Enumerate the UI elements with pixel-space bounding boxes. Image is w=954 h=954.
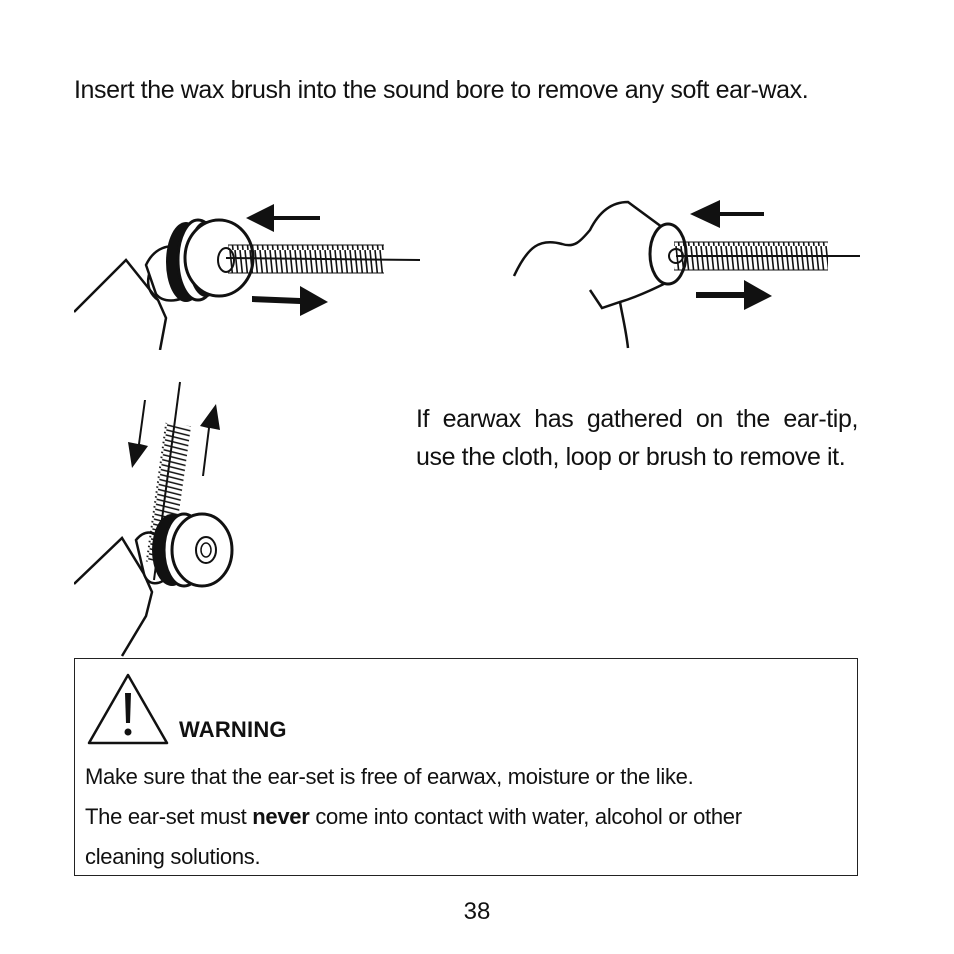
- warning-triangle-icon: [85, 671, 171, 747]
- earset-brush-illustration: [74, 190, 424, 350]
- arrow-up-icon: [200, 404, 220, 476]
- instruction-wax-brush: Insert the wax brush into the sound bore to remove any soft ear-wax.: [74, 76, 809, 104]
- vertical-brush-illustration: [74, 380, 244, 660]
- warning-text: The ear-set must: [85, 804, 253, 829]
- warning-box: [74, 658, 858, 876]
- warning-line: Make sure that the ear-set is free of earwax, moisture or the like.: [85, 764, 694, 789]
- eartip-brush-illustration: [510, 190, 870, 350]
- warning-heading: WARNING: [179, 717, 287, 742]
- arrow-left-icon: [690, 200, 764, 228]
- page-number: 38: [463, 898, 491, 925]
- instruction-eartip: If earwax has gathered on the ear-tip, use the cloth, loop or brush to remove it.: [416, 405, 858, 471]
- warning-line: cleaning solutions.: [85, 844, 261, 869]
- arrow-left-icon: [246, 204, 320, 232]
- arrow-right-icon: [696, 280, 772, 310]
- warning-emphasis: never: [252, 804, 310, 829]
- arrow-right-icon: [252, 286, 328, 316]
- warning-line: [85, 803, 742, 831]
- arrow-down-icon: [128, 400, 148, 468]
- warning-text: come into contact with water, alcohol or other: [309, 804, 742, 829]
